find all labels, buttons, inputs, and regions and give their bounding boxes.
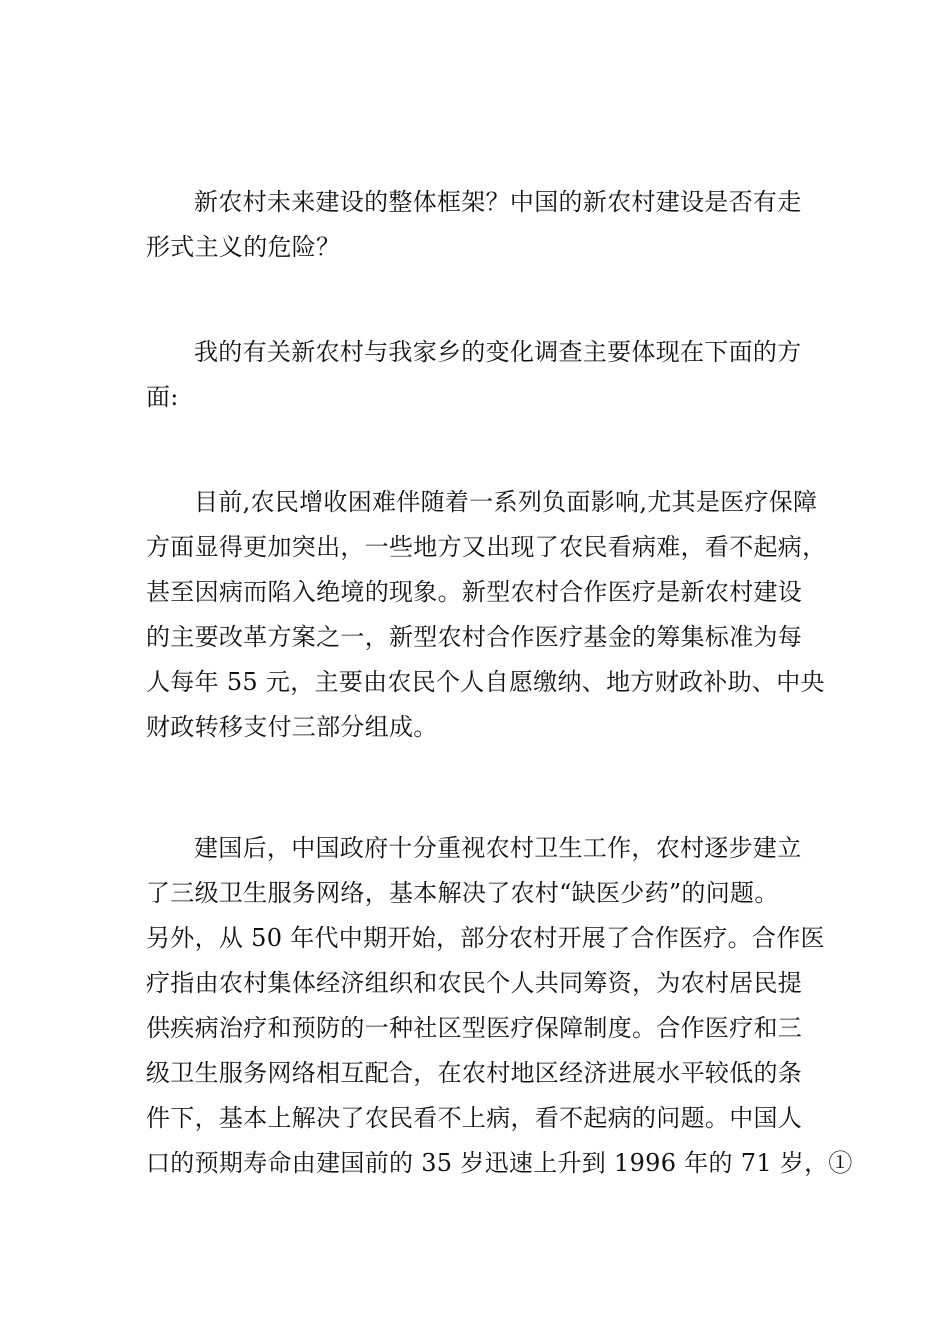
paragraph-survey-intro xyxy=(146,330,808,420)
text-line: 新农村未来建设的整体框架？中国的新农村建设是否有走 xyxy=(194,188,802,216)
text-line: 疗指由农村集体经济组织和农民个人共同筹资，为农村居民提 xyxy=(146,969,803,997)
text-line: 供疾病治疗和预防的一种社区型医疗保障制度。合作医疗和三 xyxy=(146,1014,803,1042)
text-line: 形式主义的危险？ xyxy=(146,233,341,261)
text-line: 甚至因病而陷入绝境的现象。新型农村合作医疗是新农村建设 xyxy=(146,578,803,606)
text-line: 人每年 55 元，主要由农民个人自愿缴纳、地方财政补助、中央 xyxy=(146,668,825,696)
text-line: 级卫生服务网络相互配合，在农村地区经济进展水平较低的条 xyxy=(146,1059,803,1087)
text-line: 另外，从 50 年代中期开始，部分农村开展了合作医疗。合作医 xyxy=(146,924,825,952)
text-line: 口的预期寿命由建国前的 35 岁迅速上升到 1996 年的 71 岁，① xyxy=(146,1149,853,1177)
text-line: 的主要改革方案之一，新型农村合作医疗基金的筹集标准为每 xyxy=(146,623,803,651)
text-line: 目前,农民增收困难伴随着一系列负面影响,尤其是医疗保障 xyxy=(194,488,818,516)
paragraph-medical-insurance xyxy=(146,480,827,750)
text-line: 了三级卫生服务网络，基本解决了农村“缺医少药”的问题。 xyxy=(146,879,779,907)
text-line: 件下，基本上解决了农民看不上病，看不起病的问题。中国人 xyxy=(146,1104,803,1132)
text-line: 我的有关新农村与我家乡的变化调查主要体现在下面的方 xyxy=(194,338,802,366)
text-line: 财政转移支付三部分组成。 xyxy=(146,713,438,741)
paragraph-rural-health-history xyxy=(146,826,853,1186)
text-line: 建国后，中国政府十分重视农村卫生工作，农村逐步建立 xyxy=(194,834,802,862)
paragraph-framework-question xyxy=(146,180,808,270)
text-line: 面: xyxy=(146,383,179,411)
text-line: 方面显得更加突出，一些地方又出现了农民看病难，看不起病， xyxy=(146,533,827,561)
